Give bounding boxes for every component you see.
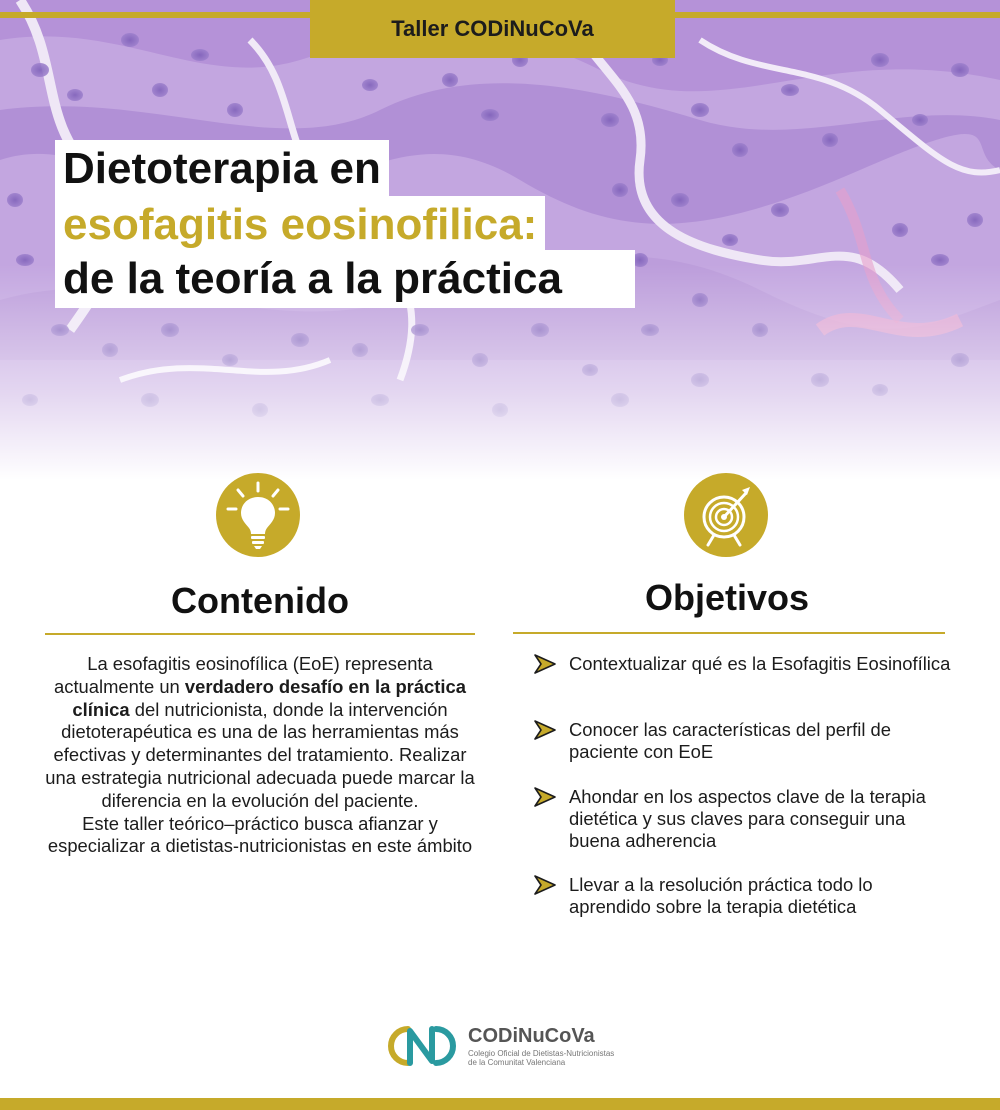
logo-name: CODiNuCoVa — [468, 1025, 595, 1047]
logo-subtitle-1: Colegio Oficial de Dietistas-Nutricionistas — [468, 1049, 615, 1058]
objetivo-text: Ahondar en los aspectos clave de la terapia dietética y sus claves para conseguir una buena adherencia — [569, 786, 926, 851]
objetivo-item — [533, 653, 953, 675]
hero-banner — [0, 0, 1000, 480]
objetivos-heading: Objetivos — [644, 577, 810, 618]
lightbulb-icon — [216, 473, 300, 557]
arrow-bullet-icon — [533, 786, 559, 808]
objetivo-item — [533, 719, 953, 763]
contenido-divider — [45, 633, 475, 635]
objetivo-item — [533, 786, 953, 852]
contenido-text-part2: del nutricionista, donde la intervención dietoterapéutica es una de las herramientas más efectivas y determinantes del tratamiento. Realizar una estrategia nutricional adecuada puede marcar la diferencia en la evolución del paciente. — [45, 698, 475, 811]
logo-subtitle-2: de la Comunitat Valenciana — [468, 1058, 566, 1067]
codinucova-logo — [388, 1023, 628, 1069]
objetivo-text: Llevar a la resolución práctica todo lo aprendido sobre la terapia dietética — [569, 874, 873, 917]
top-accent-line-right — [675, 12, 1000, 18]
target-icon — [684, 473, 768, 557]
objetivo-text: Conocer las características del perfil de paciente con EoE — [569, 719, 891, 762]
workshop-tag: Taller CODiNuCoVa — [310, 0, 675, 58]
title-line-2: esofagitis eosinofilica: — [55, 196, 545, 254]
top-accent-line-left — [0, 12, 310, 18]
title-line-1: Dietoterapia en — [55, 140, 389, 198]
title-line-3: de la teoría a la práctica — [55, 250, 635, 308]
arrow-bullet-icon — [533, 874, 559, 896]
codinucova-logo-mark — [388, 1023, 458, 1069]
contenido-text — [45, 653, 475, 858]
contenido-text-part1: La esofagitis eosinofílica (EoE) representa actualmente un — [54, 653, 433, 697]
objetivo-item — [533, 874, 953, 918]
contenido-heading: Contenido — [171, 580, 349, 621]
objetivos-divider — [513, 632, 945, 634]
contenido-text-bold: verdadero desafío en la práctica clínica — [72, 675, 466, 720]
objetivo-text: Contextualizar qué es la Esofagitis Eosinofílica — [569, 653, 951, 674]
arrow-bullet-icon — [533, 653, 559, 675]
arrow-bullet-icon — [533, 719, 559, 741]
contenido-text-part3: Este taller teórico–práctico busca afianzar y especializar a dietistas-nutricionistas en este ámbito — [47, 812, 473, 857]
bottom-accent-bar — [0, 1098, 1000, 1110]
